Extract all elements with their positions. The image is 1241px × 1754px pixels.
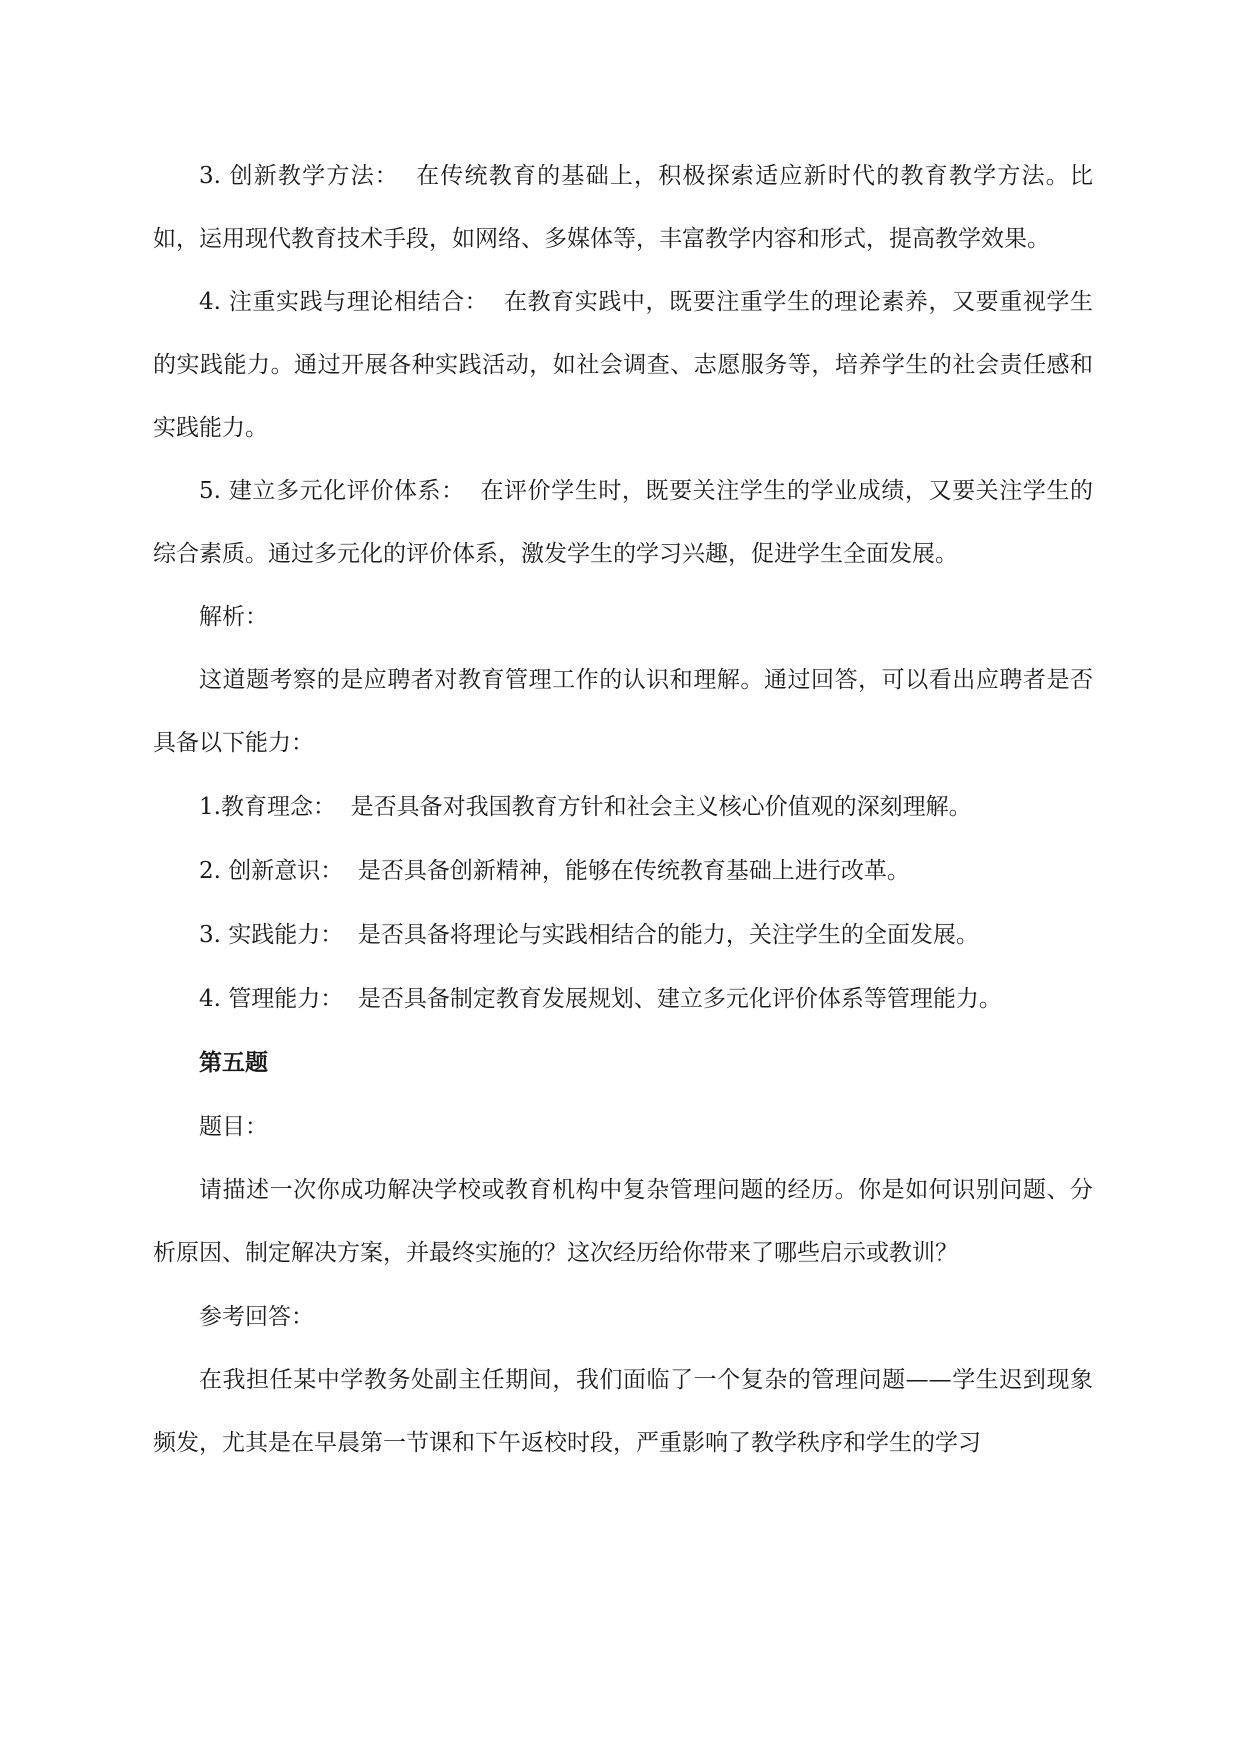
ability-1: 1.教育理念： 是否具备对我国教育方针和社会主义核心价值观的深刻理解。 [199,794,972,820]
analysis-text: 这道题考察的是应聘者对教育管理工作的认识和理解。通过回答，可以看出应聘者是否具备以下能力： [153,667,1093,756]
analysis-label: 解析： [199,604,268,630]
answer-text: 在我担任某中学教务处副主任期间，我们面临了一个复杂的管理问题——学生迟到现象频发，尤其是在早晨第一节课和下午返校时段，严重影响了教学秩序和学生的学习 [153,1367,1093,1456]
ability-4: 4. 管理能力： 是否具备制定教育发展规划、建立多元化评价体系等管理能力。 [199,986,1002,1012]
question-text: 请描述一次你成功解决学校或教育机构中复杂管理问题的经历。你是如何识别问题、分析原因、制定解决方案，并最终实施的？这次经历给你带来了哪些启示或教训？ [153,1177,1093,1266]
ability-2: 2. 创新意识： 是否具备创新精神，能够在传统教育基础上进行改革。 [199,858,910,884]
question-label: 题目： [199,1114,268,1140]
document-body [153,145,1093,1475]
point-4-practice-theory: 4. 注重实践与理论相结合： 在教育实践中，既要注重学生的理论素养，又要重视学生的实践能力。通过开展各种实践活动，如社会调查、志愿服务等，培养学生的社会责任感和实践能力。 [153,289,1093,441]
point-5-evaluation-system: 5. 建立多元化评价体系： 在评价学生时，既要关注学生的学业成绩，又要关注学生的综合素质。通过多元化的评价体系，激发学生的学习兴趣，促进学生全面发展。 [153,478,1093,567]
section-title: 第五题 [199,1049,268,1076]
answer-label: 参考回答： [199,1304,314,1330]
point-3-innovative-teaching: 3. 创新教学方法： 在传统教育的基础上，积极探索适应新时代的教育教学方法。比如，运用现代教育技术手段，如网络、多媒体等，丰富教学内容和形式，提高教学效果。 [153,163,1093,252]
ability-3: 3. 实践能力： 是否具备将理论与实践相结合的能力，关注学生的全面发展。 [199,922,979,948]
